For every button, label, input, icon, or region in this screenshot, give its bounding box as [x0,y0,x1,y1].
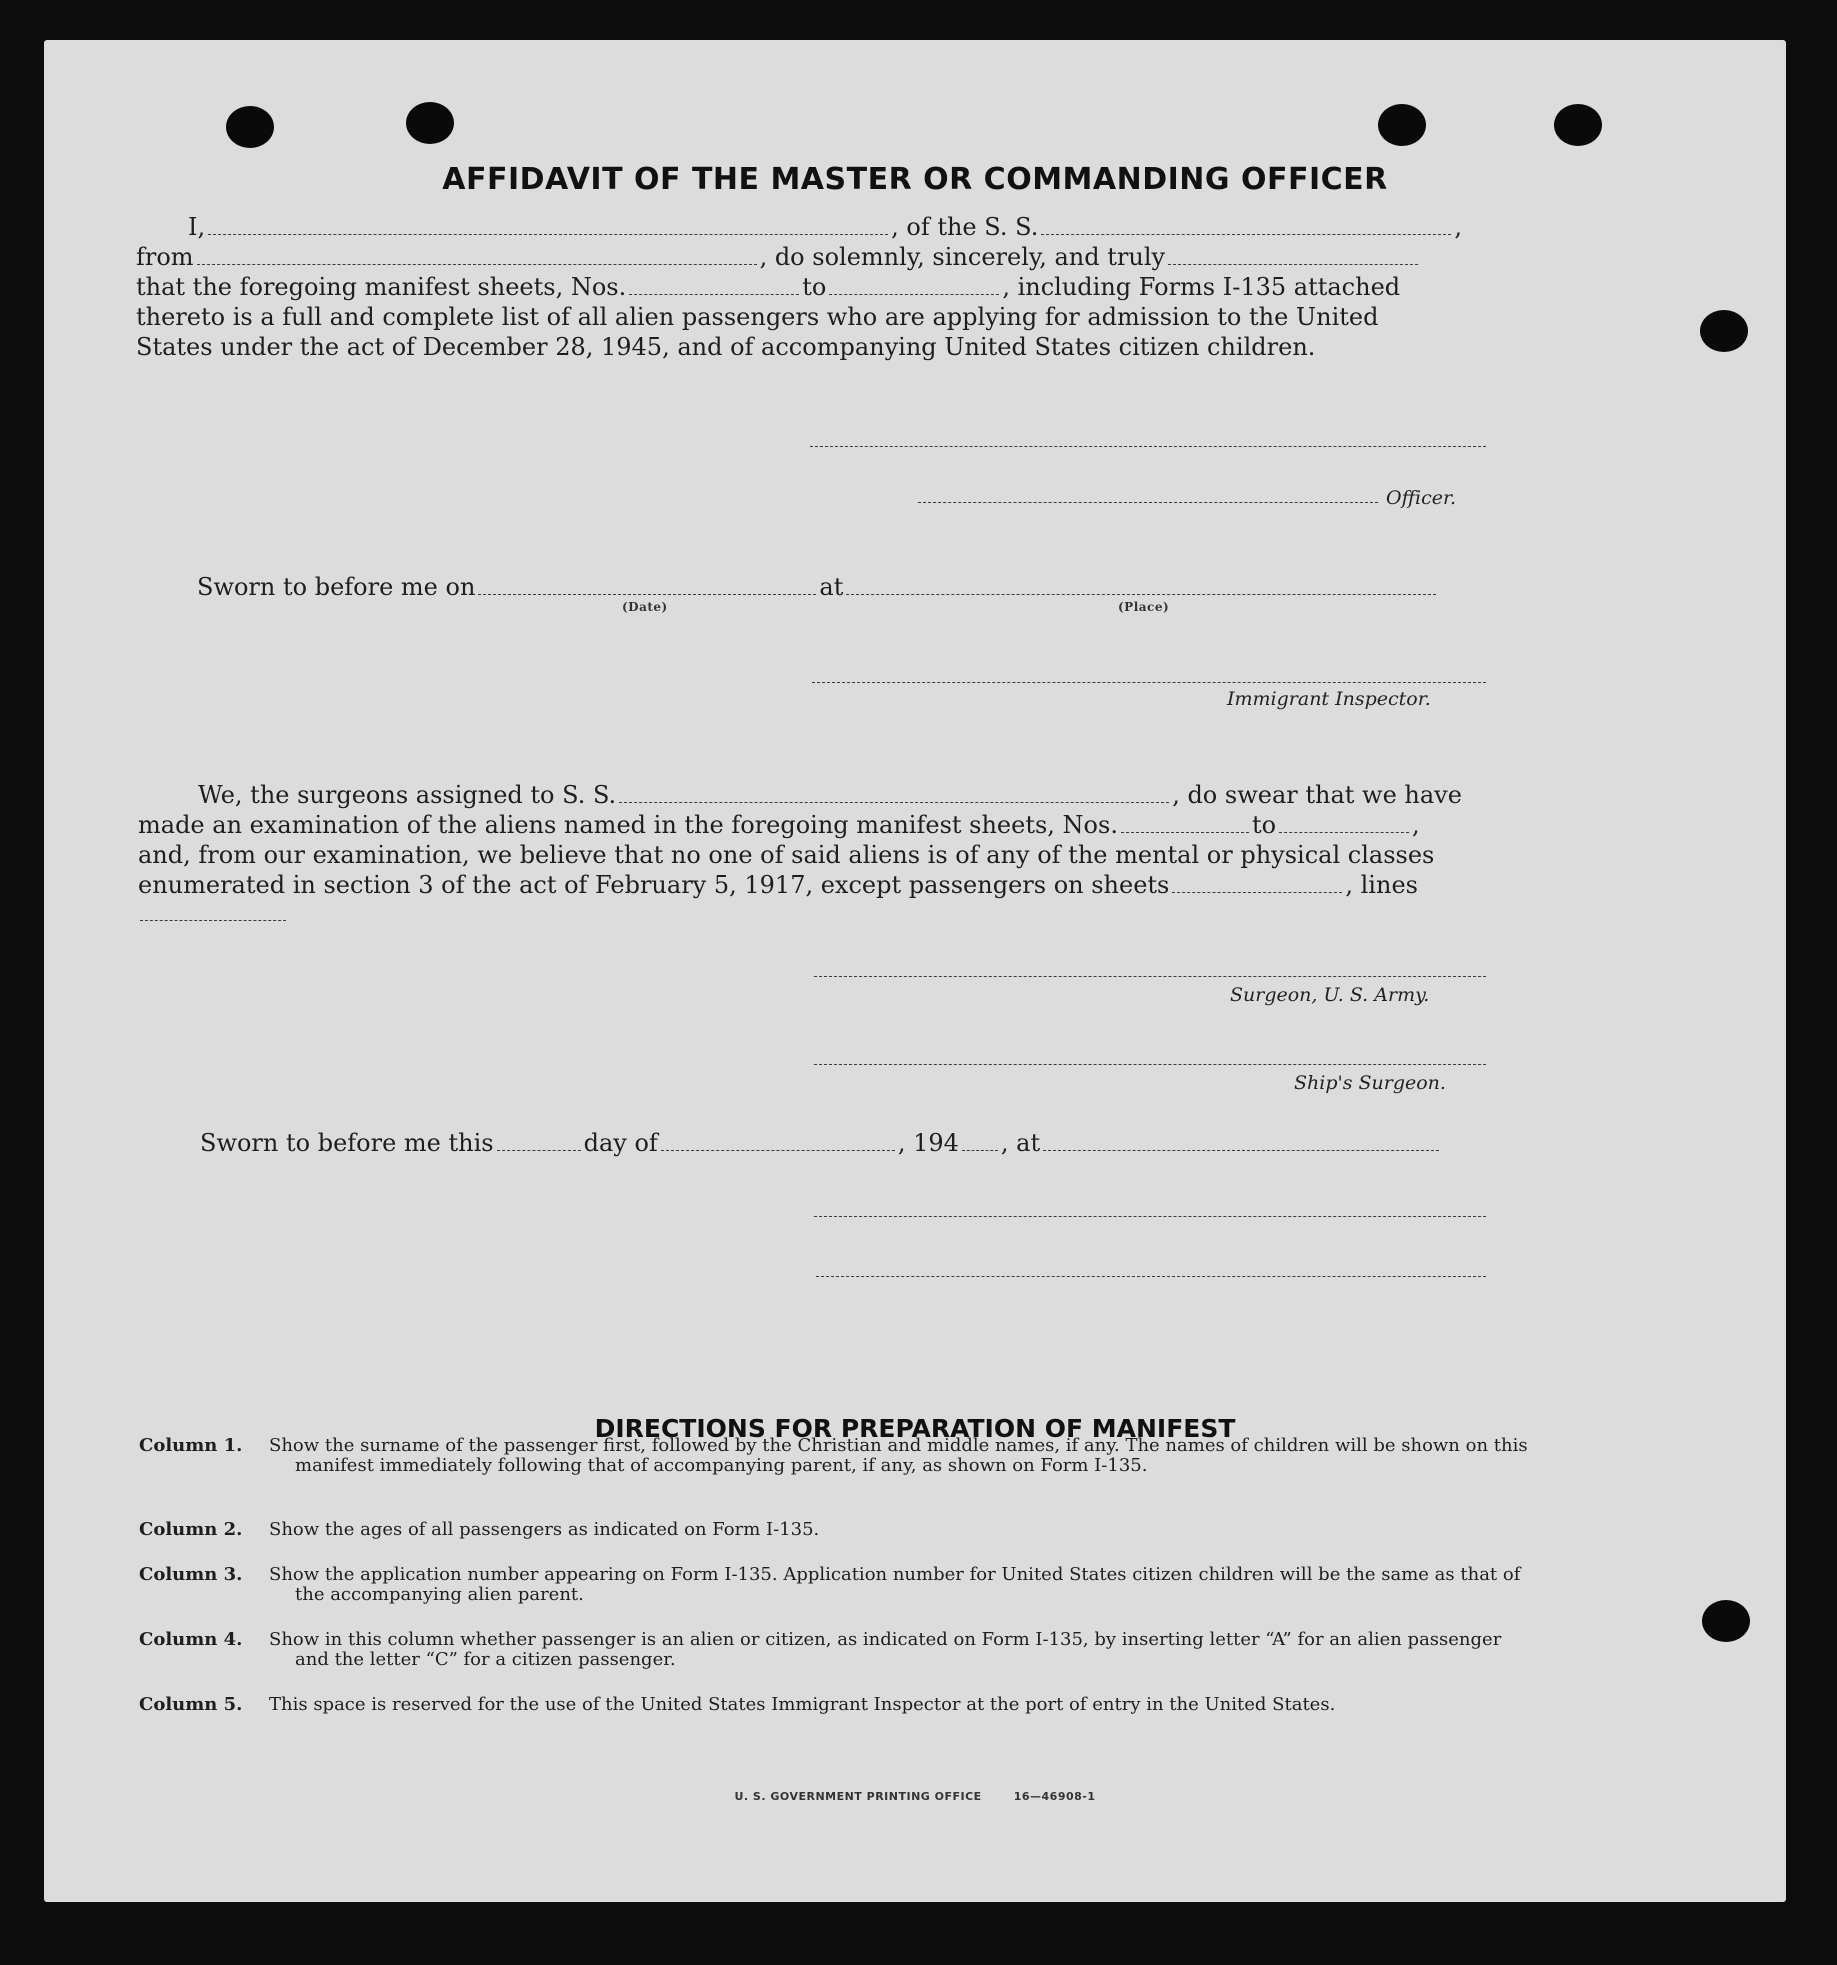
ship-name-field[interactable] [1041,216,1451,235]
date-caption: (Date) [622,600,668,614]
affidavit-line-3: that the foregoing manifest sheets, Nos. to , including Forms I-135 attached [136,273,1401,301]
sworn-date-field[interactable] [478,576,816,595]
direction-text: This space is reserved for the use of the United States Immigrant Inspector at the port of entry in the United States. [269,1694,1336,1715]
direction-text: Show the ages of all passengers as indicated on Form I-135. [269,1519,820,1540]
army-surgeon-signature-line[interactable] [814,976,1486,977]
exam-sheet-to-field[interactable] [1279,814,1409,833]
direction-item [139,1520,1529,1540]
direction-column: Column 1. [139,1435,243,1456]
signature-line-extra-2[interactable] [816,1276,1486,1277]
direction-column: Column 5. [139,1694,243,1715]
direction-item [139,1630,1529,1670]
inspector-signature-line[interactable] [812,682,1486,683]
sworn-line-1: Sworn to before me on at [197,572,1439,602]
directions-title: DIRECTIONS FOR PREPARATION OF MANIFEST [594,1414,1236,1443]
surgeons-line-4: enumerated in section 3 of the act of February 5, 1917, except passengers on sheets , lines [138,871,1418,899]
affidavit-line-5: States under the act of December 28, 1945, and of accompanying United States citizen children. [136,333,1316,361]
direction-text: Show the application number appearing on Form I-135. Application number for United States citizen children will be the same as that of the accompanying alien parent. [269,1564,1521,1605]
sheet-from-field[interactable] [629,276,799,295]
direction-item [139,1436,1529,1476]
sworn-at-field[interactable] [1043,1132,1439,1151]
direction-item [139,1565,1529,1605]
punch-hole [406,102,454,144]
from-port-field[interactable] [197,246,757,265]
master-name-field[interactable] [208,216,888,235]
master-signature-line[interactable] [810,446,1486,447]
form-code: 16—46908-1 [1013,1790,1096,1803]
officer-signature-line[interactable] [918,502,1378,503]
direction-text: Show the surname of the passenger first, followed by the Christian and middle names, if any. The names of children will be shown on this manifest immediately following that of accompanying parent, if any, as shown on Form I-135. [269,1435,1528,1476]
direction-text: Show in this column whether passenger is an alien or citizen, as indicated on Form I-135, by inserting letter “A” for an alien passenger and the letter “C” for a citizen passenger. [269,1629,1502,1670]
page-title: AFFIDAVIT OF THE MASTER OR COMMANDING OFFICER [442,162,1388,197]
punch-hole [1702,1600,1750,1642]
direction-column: Column 4. [139,1629,243,1650]
punch-hole [1554,104,1602,146]
affidavit-line-2: from , do solemnly, sincerely, and truly [136,242,1421,272]
affidavit-line-1: I, , of the S. S. , [188,213,1462,241]
sworn-month-field[interactable] [661,1132,895,1151]
direction-column: Column 3. [139,1564,243,1585]
ship-surgeon-signature-line[interactable] [814,1064,1486,1065]
sworn-place-field[interactable] [846,576,1436,595]
surgeons-line-2: made an examination of the aliens named in the foregoing manifest sheets, Nos. to , [138,811,1420,839]
printer-footer [44,1790,1786,1803]
inspector-caption: Immigrant Inspector. [1227,688,1431,710]
form-sheet [44,40,1786,1902]
sworn-line-2: Sworn to before me this day of , 194 , at [200,1128,1442,1158]
surgeons-line-1: We, the surgeons assigned to S. S. , do swear that we have [198,781,1462,809]
punch-hole [1378,104,1426,146]
affidavit-line-4: thereto is a full and complete list of all alien passengers who are applying for admission to the United [136,303,1379,331]
direction-column: Column 2. [139,1519,243,1540]
signature-line-extra-1[interactable] [814,1216,1486,1217]
sheet-to-field[interactable] [829,276,999,295]
direction-item [139,1695,1529,1715]
surgeons-ship-field[interactable] [619,784,1169,803]
punch-hole [226,106,274,148]
truly-field[interactable] [1168,246,1418,265]
place-caption: (Place) [1118,600,1170,614]
except-sheets-field[interactable] [1172,874,1342,893]
sworn-year-field[interactable] [962,1132,998,1151]
sworn-day-field[interactable] [497,1132,581,1151]
officer-caption: Officer. [1386,487,1457,509]
army-surgeon-caption: Surgeon, U. S. Army. [1230,984,1430,1006]
punch-hole [1700,310,1748,352]
exam-sheet-from-field[interactable] [1121,814,1249,833]
lines-field[interactable] [140,920,286,921]
printer-name: U. S. GOVERNMENT PRINTING OFFICE [734,1790,982,1803]
ship-surgeon-caption: Ship's Surgeon. [1294,1072,1446,1094]
surgeons-line-3: and, from our examination, we believe that no one of said aliens is of any of the mental or physical classes [138,841,1435,869]
